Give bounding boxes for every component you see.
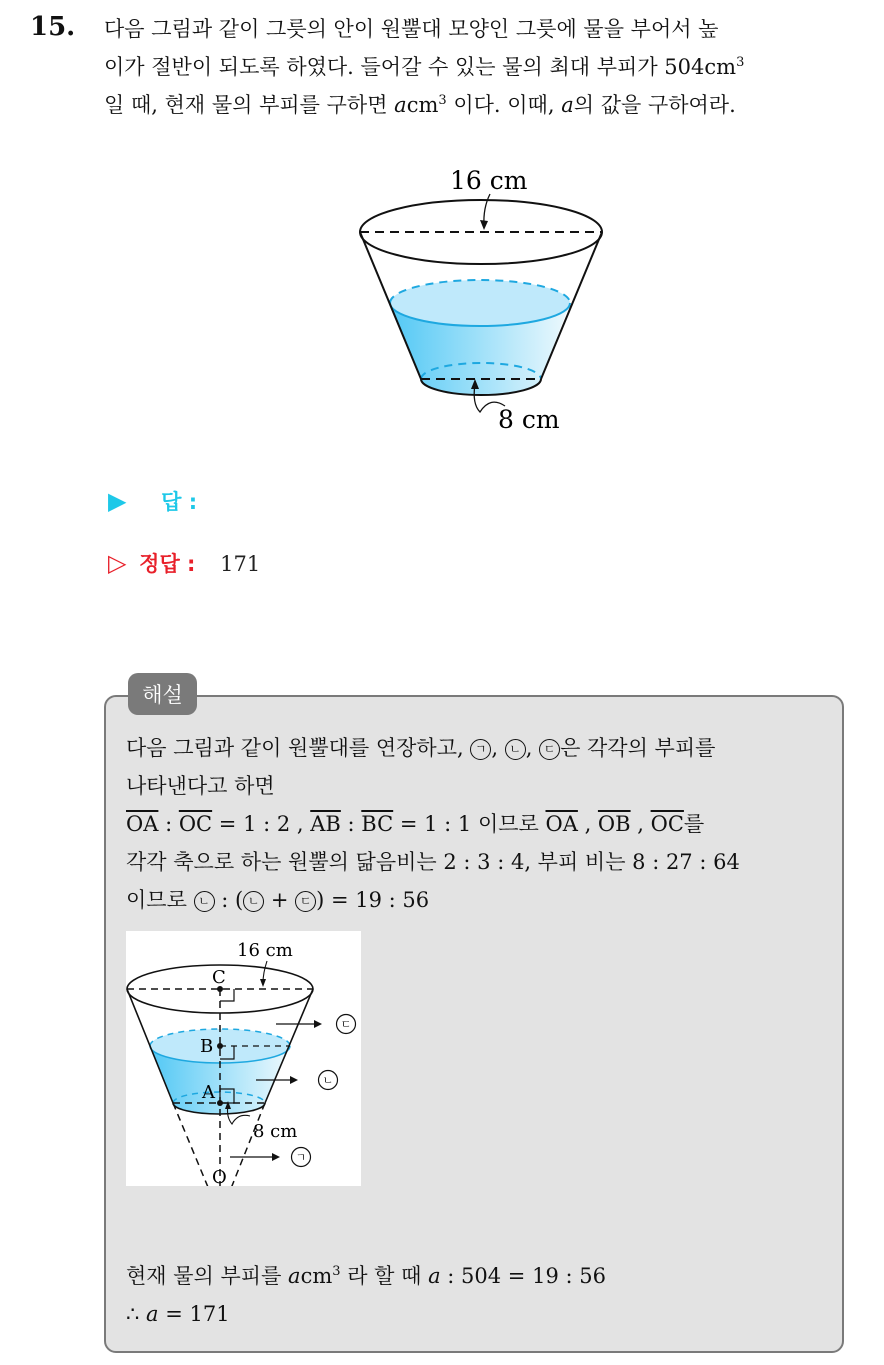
circled-g: ㄱ: [470, 739, 491, 760]
point-o-label: O: [212, 1167, 227, 1186]
answer-marker: ▶: [108, 487, 127, 515]
top-diameter-label: 16 cm: [450, 166, 528, 195]
solution-line-2: 나타낸다고 하면: [126, 774, 275, 798]
circled-d: ㄷ: [539, 739, 560, 760]
extended-cone-figure: [126, 931, 361, 1186]
arrowhead-circ2: [290, 1076, 298, 1084]
point-c-label: C: [212, 967, 226, 988]
question-number: 15.: [30, 12, 76, 42]
question-line-3-a: 일 때, 현재 물의 부피를 구하면: [104, 93, 395, 117]
frustum-figure: [340, 160, 620, 445]
circ3-label: ㄷ: [340, 1018, 352, 1031]
solution-l6-c: 라 할 때: [340, 1264, 429, 1288]
solution-l5-a: 이므로: [126, 888, 194, 912]
top-arrowhead: [260, 979, 266, 987]
top-arrowhead: [480, 220, 488, 230]
answer-label: 답 :: [161, 490, 198, 514]
ratio-1: = 1 : 2 ,: [212, 812, 311, 836]
solution-l7-b: = 171: [158, 1302, 230, 1326]
solution-l6-a: 현재 물의 부피를: [126, 1264, 289, 1288]
point-a-label: A: [202, 1082, 215, 1103]
solution-line-1: 다음 그림과 같이 원뿔대를 연장하고, ㄱ , ㄴ , ㄷ 은 각각의 부피를: [126, 736, 716, 760]
question-line-1: 다음 그림과 같이 그릇의 안이 원뿔대 모양인 그릇에 물을 부어서 높: [104, 17, 719, 41]
question-line-3: [104, 86, 864, 124]
question-line-3-d: 의 값을 구하여라.: [573, 93, 736, 117]
circled-n: ㄴ: [243, 891, 264, 912]
variable-a: a: [288, 1264, 301, 1288]
therefore-sign: ∴: [126, 1302, 147, 1326]
circled-n: ㄴ: [194, 891, 215, 912]
solution-badge: 해설: [128, 673, 197, 715]
arrowhead-circ1: [272, 1153, 280, 1161]
variable-a: a: [561, 93, 574, 117]
circled-d: ㄷ: [295, 891, 316, 912]
circled-n: ㄴ: [505, 739, 526, 760]
segment-ob: $\overline{OB}$: [597, 812, 631, 836]
solution-line-3: $\overline{OA}$ : $\overline{OC} = 1$ : 2 , $\overline{AB}$ : $\overline{BC} = 1$ : 1 이므로 $\overline{OA}$ , $\overline{OB}$ , $\overline{OC}$를: [126, 812, 705, 836]
solution-l1-end: 은 각각의 부피를: [560, 736, 716, 760]
solution-line-6: [126, 1257, 826, 1295]
point-b-label: B: [200, 1036, 214, 1057]
cube-exponent: 3: [332, 1264, 341, 1279]
segment-oa-2: $\overline{OA}$: [545, 812, 578, 836]
top-diameter-label: 16 cm: [237, 940, 293, 961]
circ1-label: ㄱ: [295, 1151, 307, 1164]
solution-l1-text: 다음 그림과 같이 원뿔대를 연장하고,: [126, 736, 471, 760]
correct-answer-row: [108, 548, 260, 578]
question-line-3-c: 이다. 이때,: [446, 93, 562, 117]
circ2-label: ㄴ: [322, 1074, 334, 1087]
variable-a: a: [394, 93, 407, 117]
solution-l6-unit: cm: [300, 1264, 333, 1288]
solution-l5-b: : (: [214, 888, 244, 912]
segment-oa: $\overline{OA}$: [126, 812, 159, 836]
bottom-diameter-label: 8 cm: [253, 1121, 298, 1142]
question-line-2-text: 이가 절반이 되도록 하였다. 들어갈 수 있는 물의 최대 부피가 504cm: [104, 55, 737, 79]
solution-l3-end: 를: [683, 812, 705, 836]
correct-label: 정답 :: [139, 552, 196, 576]
arrowhead-circ3: [314, 1020, 322, 1028]
point-b-dot: [217, 1043, 223, 1049]
correct-value: 171: [220, 552, 261, 576]
ratio-2: = 1 : 1 이므로: [393, 812, 546, 836]
point-a-dot: [217, 1100, 223, 1106]
segment-oc: $\overline{OC}$: [178, 812, 213, 836]
solution-l6-d: : 504 = 19 : 56: [440, 1264, 606, 1288]
answer-row: [108, 486, 197, 516]
correct-marker: ▷: [108, 549, 127, 577]
question-text: [104, 10, 864, 124]
segment-bc: $\overline{BC}$: [361, 812, 394, 836]
solution-line-7: [126, 1295, 826, 1333]
question-line-3-unit: cm: [406, 93, 439, 117]
bottom-diameter-label: 8 cm: [498, 405, 560, 434]
variable-a: a: [146, 1302, 159, 1326]
solution-l5-c: ) = 19 : 56: [316, 888, 430, 912]
segment-ab: $\overline{AB}$: [310, 812, 341, 836]
cube-exponent: 3: [736, 55, 745, 70]
solution-line-4: 각각 축으로 하는 원뿔의 닮음비는 2 : 3 : 4, 부피 비는 8 : 27 : 64: [126, 850, 740, 874]
solution-line-5: 이므로 ㄴ : ( ㄴ + ㄷ ) = 19 : 56: [126, 888, 430, 912]
cube-exponent: 3: [438, 93, 447, 108]
segment-oc-2: $\overline{OC}$: [650, 812, 684, 836]
variable-a: a: [428, 1264, 441, 1288]
question-line-2: [104, 48, 864, 86]
